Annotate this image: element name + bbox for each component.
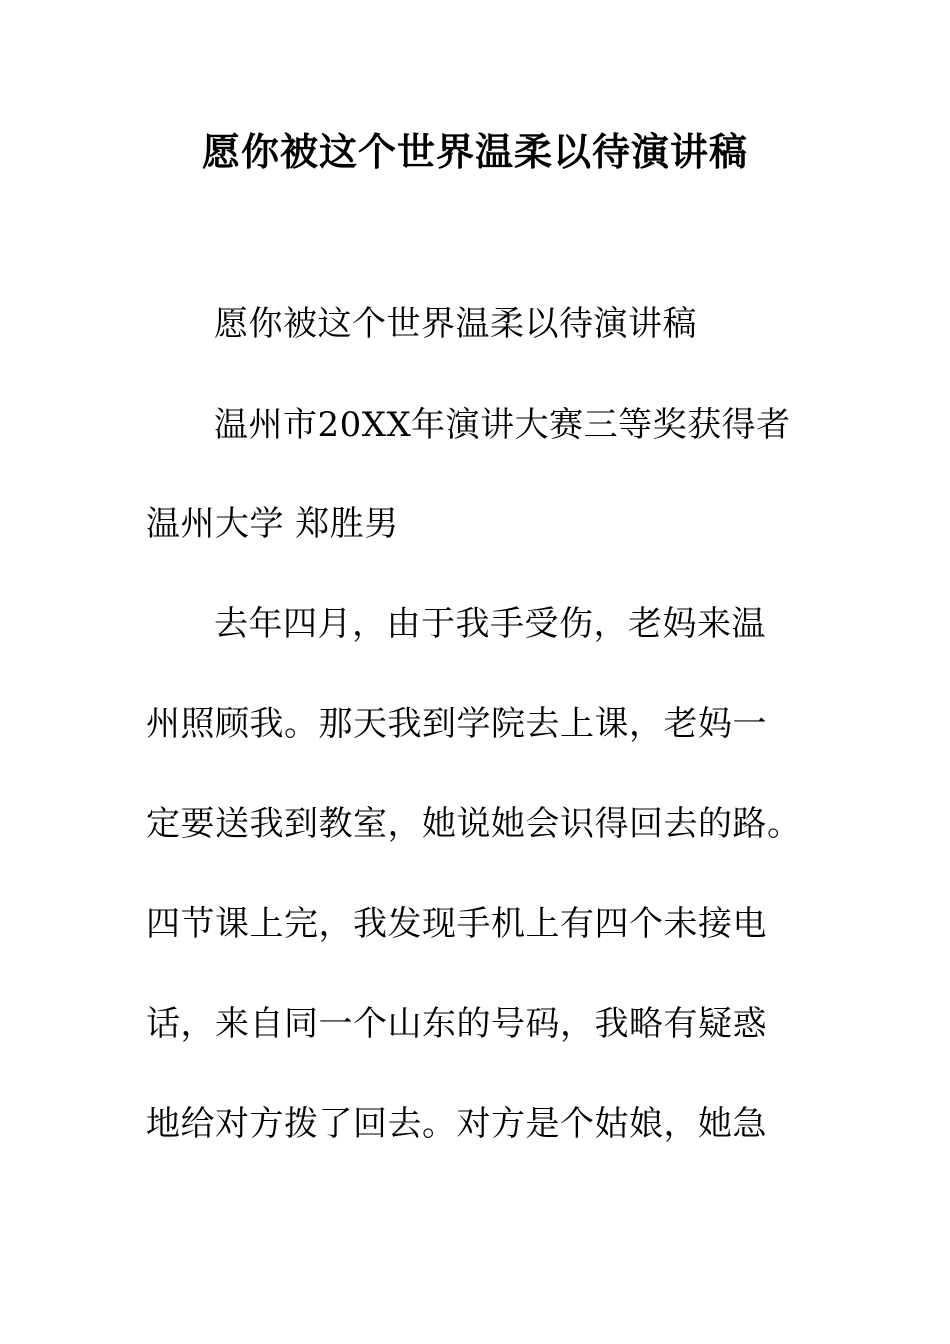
- body-line: 地给对方拨了回去。对方是个姑娘，她急: [146, 1104, 767, 1144]
- body-line: 话，来自同一个山东的号码，我略有疑惑: [146, 1004, 767, 1044]
- body-line-award: 温州市20XX年演讲大赛三等奖获得者: [214, 405, 791, 445]
- body-line: 定要送我到教室，她说她会识得回去的路。: [146, 804, 802, 844]
- body-line: 州照顾我。那天我到学院去上课，老妈一: [146, 704, 767, 744]
- body-line: 四节课上完，我发现手机上有四个未接电: [146, 904, 767, 944]
- document-title: 愿你被这个世界温柔以待演讲稿: [201, 130, 748, 174]
- body-line-author: 温州大学 郑胜男: [146, 504, 399, 544]
- body-line-paragraph-start: 去年四月，由于我手受伤，老妈来温: [214, 604, 766, 644]
- body-line-subtitle: 愿你被这个世界温柔以待演讲稿: [214, 304, 697, 344]
